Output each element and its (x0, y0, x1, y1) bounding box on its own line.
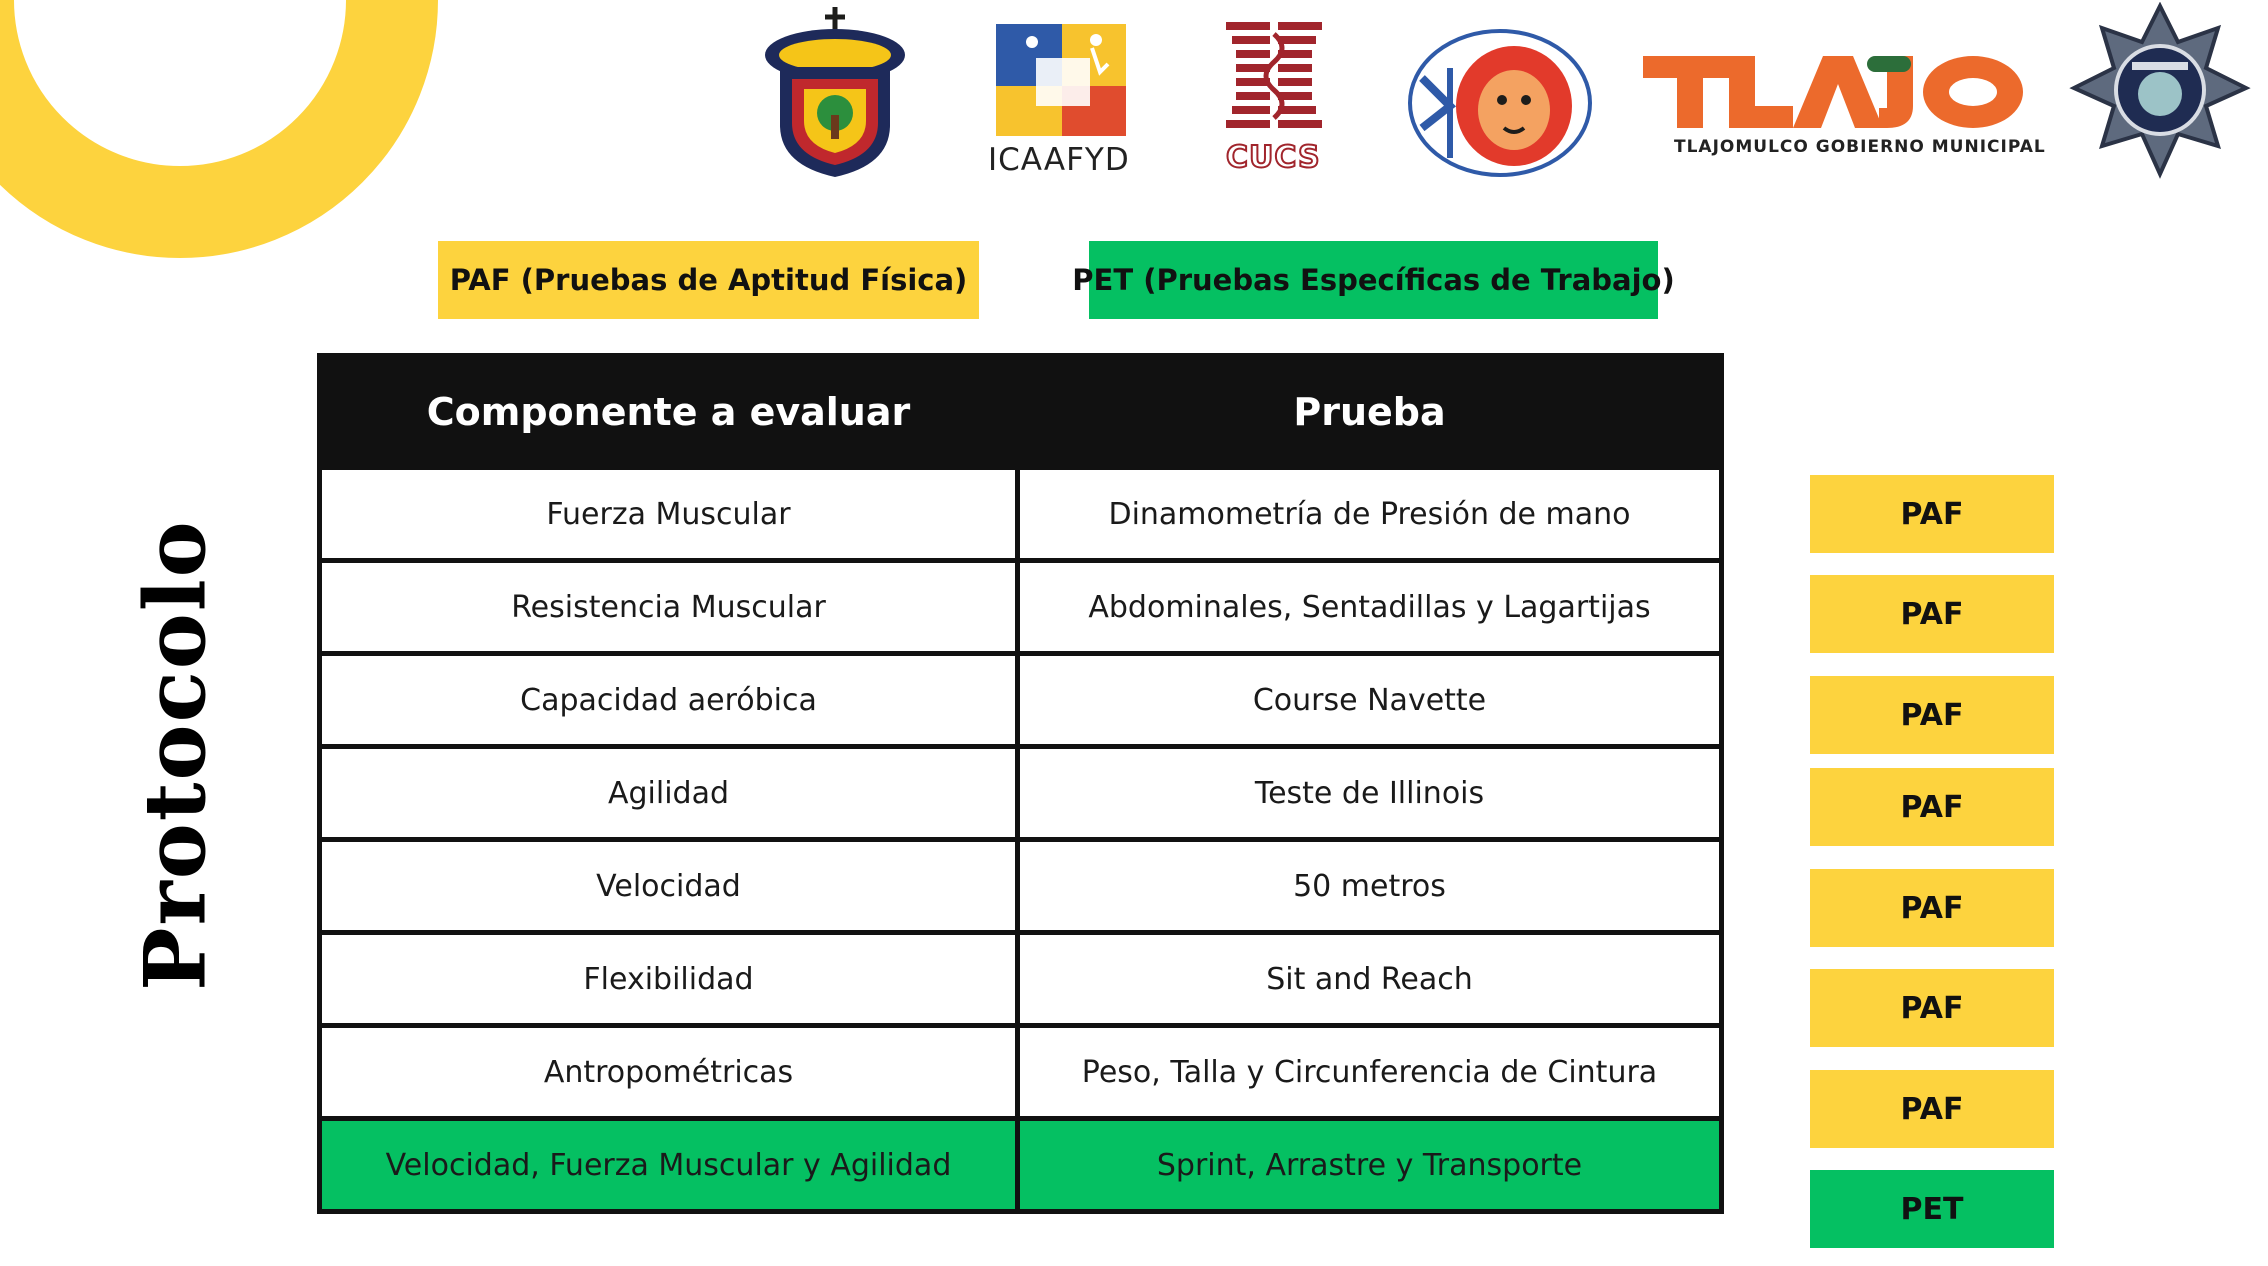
departamento-ciencias-movimiento-humano-logo-icon (1404, 28, 1596, 178)
component-cell: Velocidad, Fuerza Muscular y Agilidad (320, 1119, 1018, 1212)
icaafyd-logo-text: ICAAFYD (988, 142, 1130, 178)
page-title: Protocolo (125, 519, 225, 991)
test-cell: Course Navette (1018, 654, 1722, 747)
tlajomulco-subtitle: TLAJOMULCO GOBIERNO MUNICIPAL (1674, 137, 2046, 157)
table-row (320, 468, 1722, 561)
component-cell: Agilidad (320, 747, 1018, 840)
cucs-logo-text: CUCS (1226, 140, 1321, 175)
row-type-badge: PAF (1810, 869, 2054, 947)
table-header-row (320, 356, 1722, 468)
row-type-badge: PAF (1810, 1070, 2054, 1148)
universidad-de-guadalajara-seal-icon (760, 5, 910, 183)
row-type-badge: PAF (1810, 575, 2054, 653)
test-cell: Abdominales, Sentadillas y Lagartijas (1018, 561, 1722, 654)
protocol-table (317, 353, 1724, 1214)
decorative-yellow-arc (0, 0, 440, 290)
table-row (320, 840, 1722, 933)
test-cell: Peso, Talla y Circunferencia de Cintura (1018, 1026, 1722, 1119)
row-type-badge: PAF (1810, 676, 2054, 754)
component-cell: Capacidad aeróbica (320, 654, 1018, 747)
cucs-logo-icon (1222, 18, 1326, 140)
row-type-badge: PAF (1810, 969, 2054, 1047)
component-cell: Velocidad (320, 840, 1018, 933)
header-componente: Componente a evaluar (320, 356, 1018, 468)
test-cell: Sit and Reach (1018, 933, 1722, 1026)
pet-legend-label: PET (Pruebas Específicas de Trabajo) (1089, 241, 1658, 319)
row-type-badge: PET (1810, 1170, 2054, 1248)
header-prueba: Prueba (1018, 356, 1722, 468)
table-row (320, 654, 1722, 747)
tlajomulco-logo-icon (1643, 52, 2023, 130)
row-type-badge: PAF (1810, 768, 2054, 846)
component-cell: Resistencia Muscular (320, 561, 1018, 654)
row-type-badge: PAF (1810, 475, 2054, 553)
test-cell: Sprint, Arrastre y Transporte (1018, 1119, 1722, 1212)
policia-municipal-tlajomulco-badge-icon (2066, 2, 2254, 182)
table-row (320, 1026, 1722, 1119)
table-row (320, 933, 1722, 1026)
table-row (320, 561, 1722, 654)
icaafyd-logo-icon (996, 24, 1130, 136)
test-cell: Teste de Illinois (1018, 747, 1722, 840)
component-cell: Flexibilidad (320, 933, 1018, 1026)
paf-legend-label: PAF (Pruebas de Aptitud Física) (438, 241, 979, 319)
table-row-pet (320, 1119, 1722, 1212)
component-cell: Antropométricas (320, 1026, 1018, 1119)
test-cell: 50 metros (1018, 840, 1722, 933)
test-cell: Dinamometría de Presión de mano (1018, 468, 1722, 561)
component-cell: Fuerza Muscular (320, 468, 1018, 561)
table-row (320, 747, 1722, 840)
